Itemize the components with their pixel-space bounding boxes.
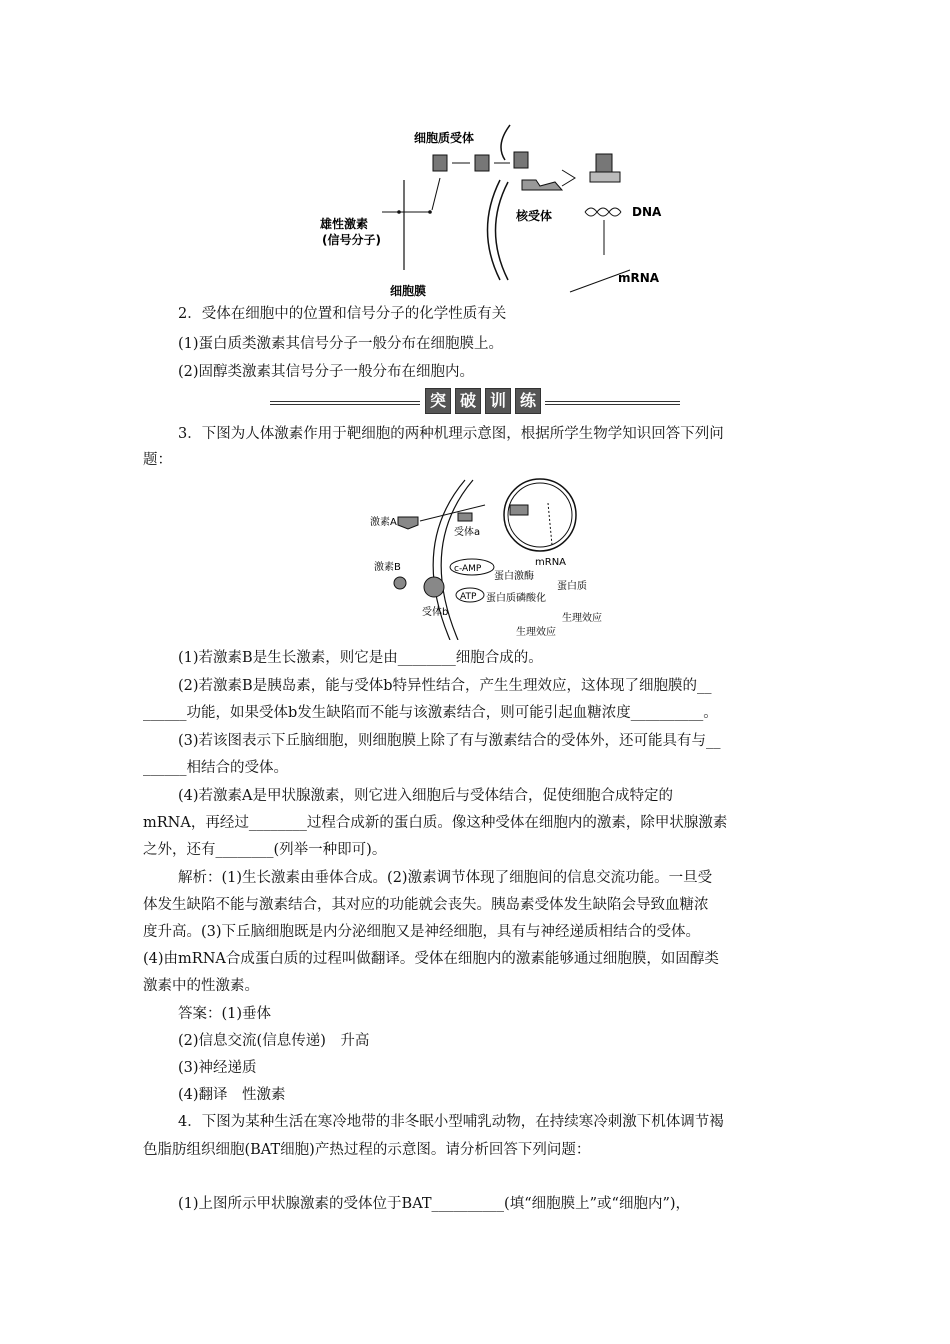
q3-answer1: 答案：(1)垂体 <box>178 1006 272 1022</box>
banner-rule-right <box>545 401 680 405</box>
signal-dot <box>428 210 432 214</box>
arrow-icon <box>420 505 485 521</box>
q3-part3b: ______相结合的受体。 <box>143 760 288 776</box>
hormone-b-shape <box>394 577 406 589</box>
arrow-icon <box>432 178 440 210</box>
label-atp: ATP <box>460 592 477 602</box>
figure-receptor-diagram <box>300 120 680 298</box>
label-mrna: mRNA <box>535 557 567 568</box>
label-effect2: 生理效应 <box>516 627 556 638</box>
q3-part1: (1)若激素B是生长激素，则它是由________细胞合成的。 <box>178 650 543 666</box>
label-dna: DNA <box>632 205 662 219</box>
q3-answer3: (3)神经递质 <box>178 1060 257 1076</box>
label-signal-molecule: (信号分子) <box>322 233 381 247</box>
section2-item1: (1)蛋白质类激素其信号分子一般分布在细胞膜上。 <box>178 336 504 352</box>
hormone-a-shape <box>398 517 418 529</box>
q4-part1: (1)上图所示甲状腺激素的受体位于BAT__________(填“细胞膜上”或“细胞内”)， <box>178 1196 691 1212</box>
dna-strand <box>548 503 552 545</box>
receptor-shape <box>514 152 528 168</box>
q3-part2b: ______功能，如果受体b发生缺陷而不能与该激素结合，则可能引起血糖浓度__________。 <box>143 705 718 721</box>
banner-char: 训 <box>485 388 511 414</box>
label-phospho: 蛋白质磷酸化 <box>486 593 546 604</box>
q3-part4a: (4)若激素A是甲状腺激素，则它进入细胞后与受体结合，促使细胞合成特定的 <box>178 788 674 804</box>
q3-line1: 3．下图为人体激素作用于靶细胞的两种机理示意图，根据所学生物学知识回答下列问 <box>178 426 724 442</box>
q3-analysis3: 度升高。(3)下丘脑细胞既是内分泌细胞又是神经细胞，具有与神经递质相结合的受体。 <box>143 924 701 940</box>
nuclear-envelope <box>496 182 509 280</box>
nuclear-envelope <box>501 125 510 160</box>
label-androgen: 雄性激素 <box>320 217 369 231</box>
q3-analysis5: 激素中的性激素。 <box>143 978 259 994</box>
label-nuclear-receptor: 核受体 <box>516 209 553 223</box>
q3-part3a: (3)若该图表示下丘脑细胞，则细胞膜上除了有与激素结合的受体外，还可能具有与__ <box>178 733 721 749</box>
label-membrane: 细胞膜 <box>390 284 427 298</box>
label-effect1: 生理效应 <box>562 613 602 624</box>
dna-helix <box>585 208 621 216</box>
label-mrna: mRNA <box>618 271 660 285</box>
q4-line2: 色脂肪组织细胞(BAT细胞)产热过程的示意图。请分析回答下列问题： <box>143 1142 591 1158</box>
q3-line2: 题： <box>143 452 172 468</box>
banner-rule-left <box>270 401 420 405</box>
q3-analysis2: 体发生缺陷不能与激素结合，其对应的功能就会丧失。胰岛素受体发生缺陷会导致血糖浓 <box>143 897 709 913</box>
section2-item2: (2)固醇类激素其信号分子一般分布在细胞内。 <box>178 364 475 380</box>
label-camp: c-AMP <box>454 564 482 574</box>
receptor-complex <box>510 505 528 515</box>
label-protein: 蛋白质 <box>557 581 587 592</box>
q3-analysis4: (4)由mRNA合成蛋白质的过程叫做翻译。受体在细胞内的激素能够通过细胞膜，如固醇类 <box>143 951 719 967</box>
receptor-complex-base <box>590 172 620 182</box>
label-receptor-b: 受体b <box>422 607 449 618</box>
label-cytoplasm-receptor: 细胞质受体 <box>414 131 475 145</box>
q3-analysis1: 解析：(1)生长激素由垂体合成。(2)激素调节体现了细胞间的信息交流功能。一旦受 <box>178 870 713 886</box>
section2-heading: 2．受体在细胞中的位置和信号分子的化学性质有关 <box>178 306 507 322</box>
signal-dot <box>397 210 401 214</box>
banner-char: 突 <box>425 388 451 414</box>
label-hormone-b: 激素B <box>374 562 401 573</box>
q3-part4b: mRNA，再经过________过程合成新的蛋白质。像这种受体在细胞内的激素，除甲状腺激素 <box>143 815 728 831</box>
q3-part4c: 之外，还有________(列举一种即可)。 <box>143 842 387 858</box>
arrow-icon <box>562 170 575 186</box>
banner-char: 破 <box>455 388 481 414</box>
dna-helix <box>585 208 621 216</box>
nuclear-envelope <box>488 180 501 280</box>
figure-hormone-mechanism <box>360 475 620 640</box>
q3-part2a: (2)若激素B是胰岛素，能与受体b特异性结合，产生生理效应，这体现了细胞膜的__ <box>178 678 712 694</box>
label-hormone-a: 激素A <box>370 517 397 528</box>
receptor-b-shape <box>424 577 444 597</box>
section-banner <box>270 388 680 416</box>
receptor-shape <box>433 155 447 171</box>
label-kinase: 蛋白激酶 <box>494 571 534 582</box>
receptor-complex-shape <box>596 154 612 172</box>
receptor-shape <box>475 155 489 171</box>
banner-char: 练 <box>515 388 541 414</box>
q4-line1: 4．下图为某种生活在寒冷地带的非冬眠小型哺乳动物，在持续寒冷刺激下机体调节褐 <box>178 1114 724 1130</box>
q3-answer4: (4)翻译 性激素 <box>178 1087 286 1103</box>
nuclear-receptor-shape <box>522 180 562 190</box>
label-receptor-a: 受体a <box>454 527 481 538</box>
receptor-a-shape <box>458 513 472 521</box>
q3-answer2: (2)信息交流(信息传递) 升高 <box>178 1033 370 1049</box>
